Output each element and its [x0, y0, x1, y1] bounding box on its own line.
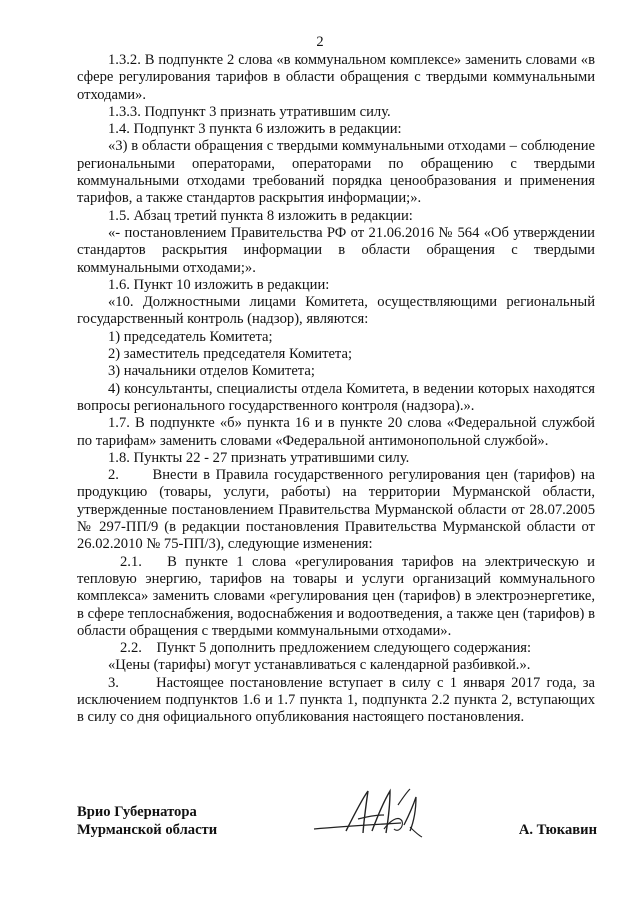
- paragraph: 2. Внести в Правила государственного регулирования цен (тарифов) на продукцию (товары, услуги, работы) на территории Мурманской области, утвержденные постановлением Правительства Мурманской области от 28.07.2005 № 297-ПП/9 (в редакции постановления Правительства Мурманской области от 26.02.2010 № 75-ПП/3), следующие изменения:: [77, 467, 595, 553]
- paragraph: «10. Должностными лицами Комитета, осуществляющими региональный государственный контроль (надзор), являются:: [77, 294, 595, 328]
- paragraph: «- постановлением Правительства РФ от 21.06.2016 № 564 «Об утверждении стандартов раскрытия информации в области обращения с твердыми коммунальными отходами;».: [77, 224, 595, 276]
- paragraph: 3. Настоящее постановление вступает в силу с 1 января 2017 года, за исключением подпунктов 1.6 и 1.7 пункта 1, подпункта 2.2 пункта 2, вступающих в силу со дня официального опубликования настоящего постановления.: [77, 674, 595, 726]
- paragraph: 1.5. Абзац третий пункта 8 изложить в редакции:: [108, 207, 413, 224]
- paragraph: 1.7. В подпункте «б» пункта 16 и в пункте 20 слова «Федеральной службой по тарифам» заменить словами «Федеральной антимонопольной службой».: [77, 415, 595, 449]
- paragraph: 4) консультанты, специалисты отдела Комитета, в ведении которых находятся вопросы регионального государственного контроля (надзора).».: [77, 380, 595, 414]
- paragraph: 1.6. Пункт 10 изложить в редакции:: [108, 276, 330, 293]
- paragraph: «Цены (тарифы) могут устанавливаться с календарной разбивкой.».: [108, 657, 531, 674]
- handwritten-signature-icon: [306, 785, 456, 845]
- paragraph: 2.2. Пункт 5 дополнить предложением следующего содержания:: [120, 640, 532, 657]
- signer-position-line2: Мурманской области: [77, 822, 218, 838]
- paragraph: «3) в области обращения с твердыми коммунальными отходами – соблюдение региональными операторами, операторами по обращению с твердыми коммунальными отходами требований порядка ценообразования и применения тарифов, а также стандартов раскрытия информации;».: [77, 138, 595, 207]
- paragraph: 1.4. Подпункт 3 пункта 6 изложить в редакции:: [108, 121, 402, 138]
- paragraph: 2.1. В пункте 1 слова «регулирования тарифов на электрическую и тепловую энергию, тарифов на товары и услуги организаций коммунального комплекса» заменить словами «регулирования цен (тарифов) в электроэнергетике, в сфере теплоснабжения, водоснабжения и водоотведения, а также цен (тарифов) в области обращения с твердыми коммунальными отходами».: [77, 553, 595, 639]
- page-number: 2: [316, 34, 324, 50]
- document-body: [77, 52, 595, 727]
- paragraph: 1.3.3. Подпункт 3 признать утратившим силу.: [108, 103, 391, 120]
- paragraph: 2) заместитель председателя Комитета;: [108, 346, 353, 363]
- signer-position-line1: Врио Губернатора: [77, 804, 197, 820]
- paragraph: 1.3.2. В подпункте 2 слова «в коммунальном комплексе» заменить словами «в сфере регулирования тарифов в области обращения с твердыми коммунальными отходами».: [77, 52, 595, 103]
- signer-name: А. Тюкавин: [518, 822, 597, 838]
- paragraph: 3) начальники отделов Комитета;: [108, 363, 315, 380]
- paragraph: 1) председатель Комитета;: [108, 328, 273, 345]
- paragraph: 1.8. Пункты 22 - 27 признать утратившими силу.: [108, 449, 410, 466]
